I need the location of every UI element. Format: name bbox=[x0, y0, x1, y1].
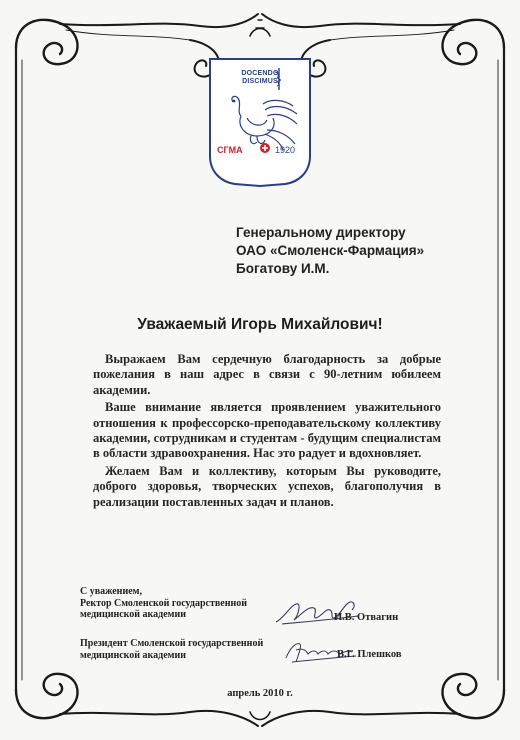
president-title-line2: медицинской академии bbox=[80, 649, 186, 661]
president-name: В.Г. Плешков bbox=[337, 649, 402, 660]
emblem-abbreviation: СГМА bbox=[217, 145, 243, 155]
president-title-line1: Президент Смоленской государственной bbox=[80, 638, 264, 649]
rector-name: И.В. Отвагин bbox=[334, 612, 399, 623]
body-paragraph-1: Выражаем Вам сердечную благодарность за добрые пожелания в наш адрес в связи с 90-летним юбилеем академии. bbox=[93, 352, 441, 397]
emblem-year: 1920 bbox=[275, 145, 296, 155]
rector-title-line1: Ректор Смоленской государственной bbox=[80, 597, 247, 609]
body-paragraph-2: Ваше внимание является проявлением уважительного отношения к профессорско-преподавательскому коллективу академии, сотрудникам и студентам - будущим специалистам в области здравоохранения. Нас это радует и вдохновляет. bbox=[93, 400, 441, 461]
addressee-line3: Богатову И.М. bbox=[236, 261, 330, 276]
addressee-line1: Генеральному директору bbox=[236, 225, 406, 240]
body-paragraph-3: Желаем Вам и коллективу, которым Вы руководите, доброго здоровья, творческих успехов, благополучия в реализации поставленных задач и планов. bbox=[93, 463, 441, 509]
president-signature-block bbox=[80, 638, 263, 661]
closing-phrase: С уважением, bbox=[80, 586, 142, 597]
emblem-motto-line1: DOCENDO bbox=[241, 70, 279, 77]
letter-date: апрель 2010 г. bbox=[227, 688, 293, 699]
addressee-block bbox=[236, 224, 506, 278]
salutation: Уважаемый Игорь Михайлович! bbox=[137, 316, 383, 333]
rector-signature-block bbox=[80, 586, 247, 621]
letter-body bbox=[93, 352, 441, 510]
academy-emblem bbox=[207, 56, 313, 188]
emblem-motto-line2: DISCIMUS bbox=[242, 78, 278, 85]
addressee-line2: ОАО «Смоленск-Фармация» bbox=[236, 243, 425, 258]
rector-title-line2: медицинской академии bbox=[80, 609, 186, 620]
